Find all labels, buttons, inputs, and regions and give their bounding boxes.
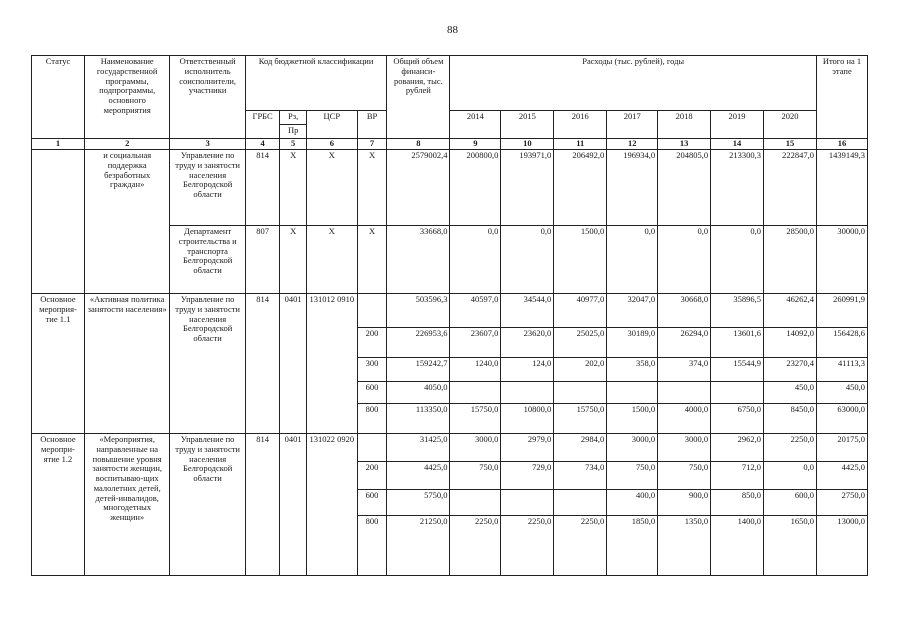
- year-cell: 8450,0: [764, 404, 817, 434]
- year-cell: 374,0: [658, 358, 711, 382]
- year-cell: 0,0: [764, 462, 817, 490]
- stage-total-cell: 2750,0: [816, 490, 867, 516]
- year-cell: 2250,0: [764, 434, 817, 462]
- year-cell: 750,0: [450, 462, 501, 490]
- stage-total-cell: 13000,0: [816, 516, 867, 576]
- year-cell: 450,0: [764, 382, 817, 404]
- year-cell: 206492,0: [554, 150, 607, 226]
- year-cell: 750,0: [607, 462, 658, 490]
- year-cell: 14092,0: [764, 328, 817, 358]
- stage-total-cell: 156428,6: [816, 328, 867, 358]
- col-number: 8: [387, 139, 450, 150]
- total-cell: 159242,7: [387, 358, 450, 382]
- csr-cell: Х: [306, 150, 357, 226]
- year-cell: 40977,0: [554, 294, 607, 328]
- col-number: 16: [816, 139, 867, 150]
- year-cell: 202,0: [554, 358, 607, 382]
- stage-total-cell: 1439149,3: [816, 150, 867, 226]
- status-cell: [32, 150, 85, 294]
- budget-table: [31, 55, 868, 576]
- total-cell: 21250,0: [387, 516, 450, 576]
- program-name: «Мероприятия, направленные на повышение уровня занятости женщин, воспитываю-щих малолетних детей, детей-инвалидов, многодетных женщин»: [84, 434, 170, 576]
- rz-cell: Х: [280, 150, 306, 226]
- year-cell: 15544,9: [711, 358, 764, 382]
- header-total-funding: Общий объем финанси-рования, тыс. рублей: [387, 56, 450, 139]
- year-cell: [607, 382, 658, 404]
- rz-cell: 0401: [280, 294, 306, 434]
- csr-cell: 131022 0920: [306, 434, 357, 576]
- total-cell: 226953,6: [387, 328, 450, 358]
- grbs-cell: 814: [245, 294, 280, 434]
- year-cell: [658, 382, 711, 404]
- header-year-2015: 2015: [501, 111, 554, 139]
- header-vr: ВР: [357, 111, 387, 139]
- year-cell: 0,0: [711, 226, 764, 294]
- year-cell: 1650,0: [764, 516, 817, 576]
- grbs-cell: 814: [245, 150, 280, 226]
- total-cell: 2579002,4: [387, 150, 450, 226]
- year-cell: 32047,0: [607, 294, 658, 328]
- year-cell: 2250,0: [450, 516, 501, 576]
- responsible-cell: Департамент строительства и транспорта Белгородской области: [170, 226, 245, 294]
- year-cell: 1400,0: [711, 516, 764, 576]
- year-cell: 30668,0: [658, 294, 711, 328]
- col-number: 14: [711, 139, 764, 150]
- header-year-2017: 2017: [607, 111, 658, 139]
- header-name: Наименование государственной программы, подпрограммы, основного мероприятия: [84, 56, 170, 139]
- year-cell: 2250,0: [501, 516, 554, 576]
- year-cell: 1500,0: [554, 226, 607, 294]
- year-cell: 23620,0: [501, 328, 554, 358]
- table-row: [32, 294, 868, 328]
- col-number: 7: [357, 139, 387, 150]
- year-cell: 13601,6: [711, 328, 764, 358]
- year-cell: 3000,0: [658, 434, 711, 462]
- col-number: 13: [658, 139, 711, 150]
- header-year-2020: 2020: [764, 111, 817, 139]
- year-cell: 3000,0: [607, 434, 658, 462]
- csr-cell: Х: [306, 226, 357, 294]
- year-cell: [554, 490, 607, 516]
- col-number: 15: [764, 139, 817, 150]
- year-cell: 0,0: [607, 226, 658, 294]
- year-cell: 35896,5: [711, 294, 764, 328]
- total-cell: 33668,0: [387, 226, 450, 294]
- vr-cell: Х: [357, 226, 387, 294]
- year-cell: 30189,0: [607, 328, 658, 358]
- total-cell: 4425,0: [387, 462, 450, 490]
- vr-cell: 300: [357, 358, 387, 382]
- year-cell: 124,0: [501, 358, 554, 382]
- year-cell: 1850,0: [607, 516, 658, 576]
- vr-cell: 800: [357, 404, 387, 434]
- responsible-cell: Управление по труду и занятости населения Белгородской области: [170, 150, 245, 226]
- stage-total-cell: 260991,9: [816, 294, 867, 328]
- header-rz: Рз,: [280, 111, 306, 125]
- year-cell: 200800,0: [450, 150, 501, 226]
- total-cell: 503596,3: [387, 294, 450, 328]
- total-cell: 31425,0: [387, 434, 450, 462]
- col-number: 2: [84, 139, 170, 150]
- year-cell: 6750,0: [711, 404, 764, 434]
- year-cell: 196934,0: [607, 150, 658, 226]
- year-cell: 46262,4: [764, 294, 817, 328]
- stage-total-cell: 30000,0: [816, 226, 867, 294]
- year-cell: 23607,0: [450, 328, 501, 358]
- col-number: 5: [280, 139, 306, 150]
- year-cell: 729,0: [501, 462, 554, 490]
- year-cell: 204805,0: [658, 150, 711, 226]
- column-number-row: [32, 139, 868, 150]
- year-cell: 26294,0: [658, 328, 711, 358]
- year-cell: 213300,3: [711, 150, 764, 226]
- col-number: 12: [607, 139, 658, 150]
- vr-cell: 200: [357, 328, 387, 358]
- year-cell: 1500,0: [607, 404, 658, 434]
- year-cell: 734,0: [554, 462, 607, 490]
- year-cell: 40597,0: [450, 294, 501, 328]
- col-number: 9: [450, 139, 501, 150]
- year-cell: 15750,0: [554, 404, 607, 434]
- year-cell: 193971,0: [501, 150, 554, 226]
- year-cell: 25025,0: [554, 328, 607, 358]
- status-cell: Основное меропри-ятие 1.2: [32, 434, 85, 576]
- year-cell: 0,0: [501, 226, 554, 294]
- col-number: 10: [501, 139, 554, 150]
- rz-cell: 0401: [280, 434, 306, 576]
- header-csr: ЦСР: [306, 111, 357, 139]
- grbs-cell: 807: [245, 226, 280, 294]
- vr-cell: 600: [357, 382, 387, 404]
- total-cell: 5750,0: [387, 490, 450, 516]
- year-cell: 600,0: [764, 490, 817, 516]
- vr-cell: [357, 434, 387, 462]
- year-cell: 1240,0: [450, 358, 501, 382]
- header-grbs: ГРБС: [245, 111, 280, 139]
- vr-cell: [357, 294, 387, 328]
- table-row: [32, 434, 868, 462]
- header-responsible: Ответственный исполнитель соисполнители, участники: [170, 56, 245, 139]
- stage-total-cell: 41113,3: [816, 358, 867, 382]
- col-number: 1: [32, 139, 85, 150]
- col-number: 4: [245, 139, 280, 150]
- stage-total-cell: 63000,0: [816, 404, 867, 434]
- year-cell: [450, 382, 501, 404]
- year-cell: [501, 490, 554, 516]
- col-number: 11: [554, 139, 607, 150]
- year-cell: 15750,0: [450, 404, 501, 434]
- year-cell: 2984,0: [554, 434, 607, 462]
- stage-total-cell: 450,0: [816, 382, 867, 404]
- year-cell: 222847,0: [764, 150, 817, 226]
- table-row: [32, 150, 868, 226]
- year-cell: 1350,0: [658, 516, 711, 576]
- stage-total-cell: 20175,0: [816, 434, 867, 462]
- year-cell: 34544,0: [501, 294, 554, 328]
- year-cell: [711, 382, 764, 404]
- header-year-2014: 2014: [450, 111, 501, 139]
- year-cell: 4000,0: [658, 404, 711, 434]
- status-cell: Основное мероприя-тие 1.1: [32, 294, 85, 434]
- total-cell: 113350,0: [387, 404, 450, 434]
- year-cell: 28500,0: [764, 226, 817, 294]
- year-cell: 712,0: [711, 462, 764, 490]
- year-cell: [450, 490, 501, 516]
- year-cell: 400,0: [607, 490, 658, 516]
- year-cell: 358,0: [607, 358, 658, 382]
- responsible-cell: Управление по труду и занятости населения Белгородской области: [170, 434, 245, 576]
- header-year-2016: 2016: [554, 111, 607, 139]
- year-cell: 10800,0: [501, 404, 554, 434]
- year-cell: 2979,0: [501, 434, 554, 462]
- col-number: 3: [170, 139, 245, 150]
- header-status: Статус: [32, 56, 85, 139]
- vr-cell: Х: [357, 150, 387, 226]
- year-cell: 23270,4: [764, 358, 817, 382]
- header-pr: Пр: [280, 125, 306, 139]
- vr-cell: 800: [357, 516, 387, 576]
- header-stage-total: Итого на 1 этапе: [816, 56, 867, 139]
- csr-cell: 131012 0910: [306, 294, 357, 434]
- vr-cell: 600: [357, 490, 387, 516]
- year-cell: 750,0: [658, 462, 711, 490]
- program-name: «Активная политика занятости населения»: [84, 294, 170, 434]
- header-budget-code: Код бюджетной классификации: [245, 56, 387, 111]
- vr-cell: 200: [357, 462, 387, 490]
- year-cell: 3000,0: [450, 434, 501, 462]
- year-cell: 2250,0: [554, 516, 607, 576]
- total-cell: 4050,0: [387, 382, 450, 404]
- header-year-2018: 2018: [658, 111, 711, 139]
- year-cell: 900,0: [658, 490, 711, 516]
- stage-total-cell: 4425,0: [816, 462, 867, 490]
- header-year-2019: 2019: [711, 111, 764, 139]
- year-cell: [554, 382, 607, 404]
- program-name: и социальная поддержка безработных граждан»: [84, 150, 170, 294]
- rz-cell: Х: [280, 226, 306, 294]
- responsible-cell: Управление по труду и занятости населения Белгородской области: [170, 294, 245, 434]
- year-cell: 850,0: [711, 490, 764, 516]
- page-number: 88: [447, 24, 458, 36]
- year-cell: 2962,0: [711, 434, 764, 462]
- year-cell: 0,0: [450, 226, 501, 294]
- grbs-cell: 814: [245, 434, 280, 576]
- col-number: 6: [306, 139, 357, 150]
- year-cell: [501, 382, 554, 404]
- year-cell: 0,0: [658, 226, 711, 294]
- header-expenses: Расходы (тыс. рублей), годы: [450, 56, 817, 111]
